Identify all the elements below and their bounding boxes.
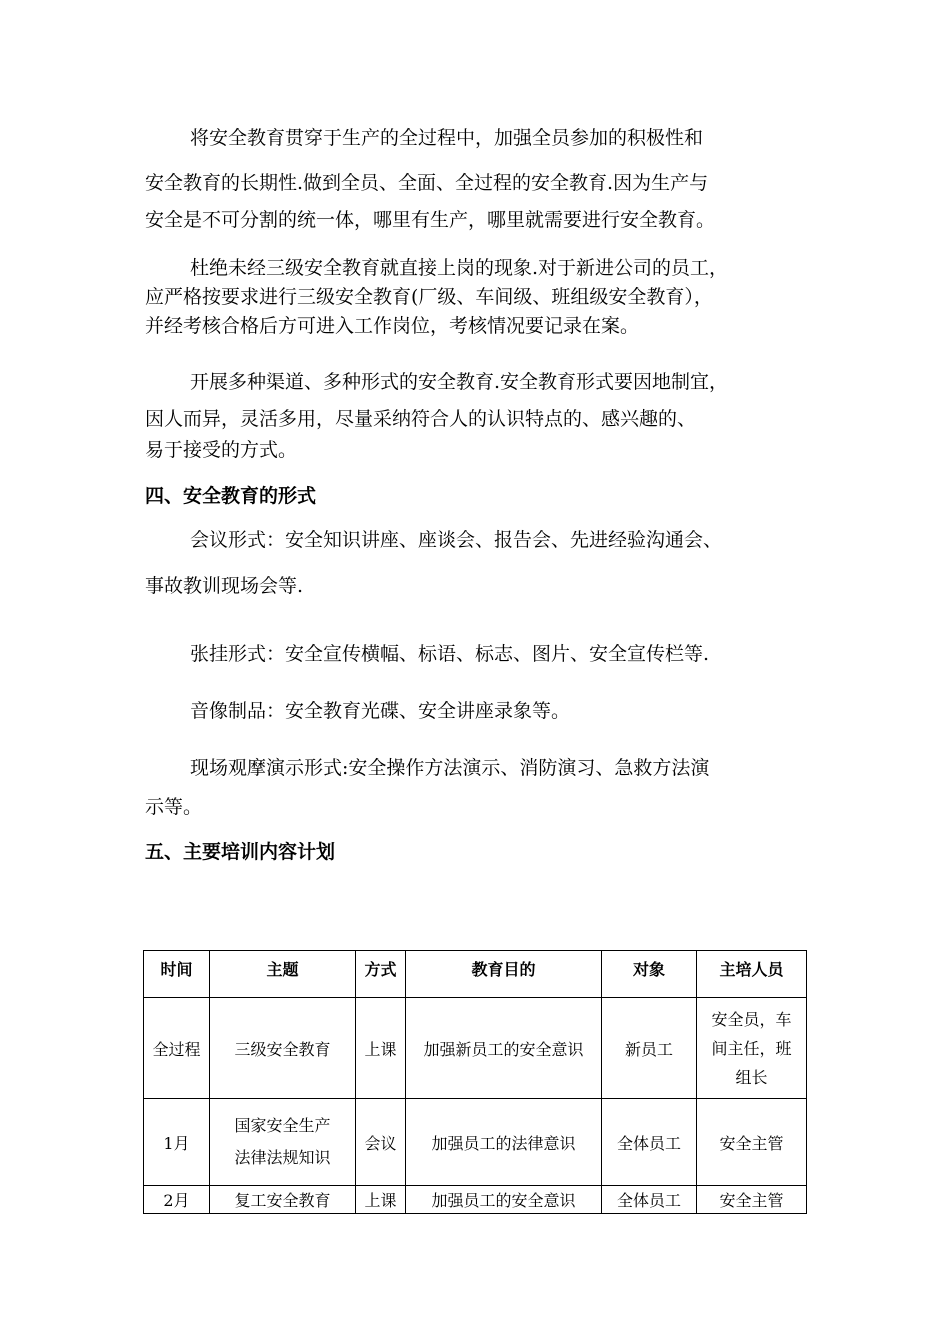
cell-topic <box>210 998 356 1099</box>
cell-topic <box>210 1186 356 1214</box>
section-heading: 五、主要培训内容计划 <box>145 841 336 863</box>
cell-method: 上课 <box>356 998 406 1099</box>
text-line: 张挂形式：安全宣传横幅、标语、标志、图片、安全宣传栏等. <box>190 643 710 665</box>
text-line: 因人而异，灵活多用，尽量采纳符合人的认识特点的、感兴趣的、 <box>145 408 697 430</box>
cell-trainer <box>697 998 807 1099</box>
cell-method: 会议 <box>356 1099 406 1186</box>
cell-text: 安全员，车 <box>711 1009 792 1029</box>
text-line: 杜绝未经三级安全教育就直接上岗的现象.对于新进公司的员工， <box>190 257 729 279</box>
table-row <box>144 1186 807 1214</box>
cell-text: 三级安全教育 <box>234 1039 331 1059</box>
cell-time: 全过程 <box>144 998 210 1099</box>
text-line: 事故教训现场会等. <box>145 575 304 597</box>
table-header-row <box>144 951 807 998</box>
cell-target: 新员工 <box>602 998 697 1099</box>
cell-text: 间主任，班 <box>711 1038 792 1058</box>
table-row <box>144 998 807 1099</box>
table-header: 对象 <box>602 951 697 998</box>
cell-time: 2月 <box>144 1186 210 1214</box>
table-header: 方式 <box>356 951 406 998</box>
cell-trainer <box>697 1099 807 1186</box>
text-line: 安全教育的长期性.做到全员、全面、全过程的安全教育.因为生产与 <box>145 172 709 194</box>
text-line: 示等。 <box>145 796 203 818</box>
table-row <box>144 1099 807 1186</box>
cell-text: 组长 <box>735 1067 768 1087</box>
text-line: 易于接受的方式。 <box>145 439 298 461</box>
cell-purpose: 加强新员工的安全意识 <box>406 998 602 1099</box>
cell-topic <box>210 1099 356 1186</box>
table-header: 主培人员 <box>697 951 807 998</box>
table-header: 教育目的 <box>406 951 602 998</box>
section-heading: 四、安全教育的形式 <box>145 485 317 507</box>
text-line: 应严格按要求进行三级安全教育(厂级、车间级、班组级安全教育）， <box>145 286 713 308</box>
training-plan-table <box>143 950 807 1214</box>
text-line: 现场观摩演示形式:安全操作方法演示、消防演习、急救方法演 <box>190 757 710 779</box>
text-line: 并经考核合格后方可进入工作岗位，考核情况要记录在案。 <box>145 315 640 337</box>
text-line: 音像制品：安全教育光碟、安全讲座录象等。 <box>190 700 571 722</box>
cell-text: 复工安全教育 <box>234 1191 331 1210</box>
cell-trainer <box>697 1186 807 1214</box>
cell-time: 1月 <box>144 1099 210 1186</box>
text-line: 会议形式：安全知识讲座、座谈会、报告会、先进经验沟通会、 <box>190 529 723 551</box>
cell-target: 全体员工 <box>602 1186 697 1214</box>
cell-purpose: 加强员工的法律意识 <box>406 1099 602 1186</box>
cell-purpose: 加强员工的安全意识 <box>406 1186 602 1214</box>
cell-text: 国家安全生产 <box>234 1116 331 1135</box>
cell-text: 法律法规知识 <box>234 1148 331 1167</box>
text-line: 将安全教育贯穿于生产的全过程中，加强全员参加的积极性和 <box>190 127 704 149</box>
cell-text: 安全主管 <box>719 1133 784 1153</box>
text-line: 开展多种渠道、多种形式的安全教育.安全教育形式要因地制宜， <box>190 371 729 393</box>
cell-target: 全体员工 <box>602 1099 697 1186</box>
cell-text: 安全主管 <box>719 1191 784 1210</box>
text-line: 安全是不可分割的统一体，哪里有生产，哪里就需要进行安全教育。 <box>145 209 716 231</box>
cell-method: 上课 <box>356 1186 406 1214</box>
table-header: 时间 <box>144 951 210 998</box>
table-header: 主题 <box>210 951 356 998</box>
